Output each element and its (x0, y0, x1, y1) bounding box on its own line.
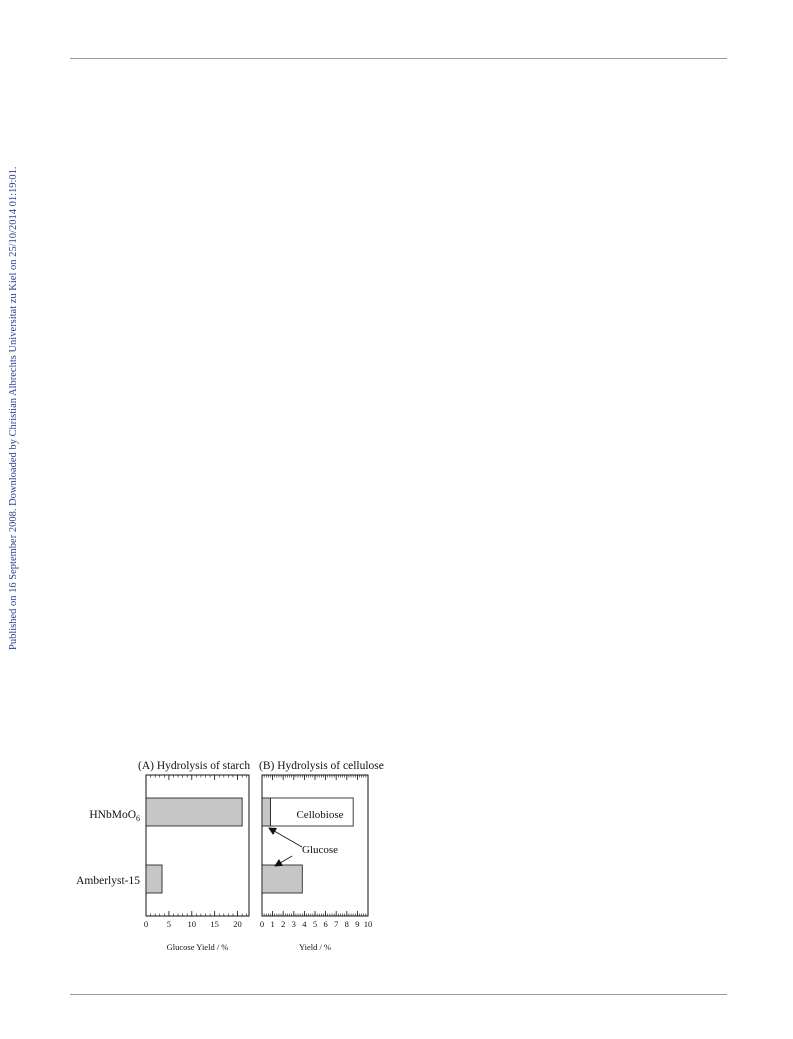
glucose-arrow-upper (269, 828, 302, 847)
bottom-rule (70, 994, 727, 995)
panel-a-tick-label: 15 (210, 919, 219, 929)
category-label-hnbmoo6: HNbMoO$_6$ (89, 809, 140, 823)
panel-a-frame (146, 775, 249, 916)
panel-b-tick-label: 7 (334, 919, 339, 929)
panel-b-tick-label: 0 (259, 919, 265, 929)
panel-b-xlabel: Yield / % (298, 942, 332, 952)
panel-b-tick-label: 4 (302, 919, 307, 929)
panel-b-tick-label: 2 (281, 919, 286, 929)
category-label-amberlyst-15: Amberlyst-15 (76, 875, 140, 887)
side-note: Published on 16 September 2008. Downloaded by Christian Albrechts Universitat zu Kiel on 25/10/2014 01:19:01. (8, 166, 19, 650)
panel-a-tick-label: 5 (166, 919, 172, 929)
panel-a-xlabel: Glucose Yield / % (166, 942, 229, 952)
panel-b-tick-label: 9 (355, 919, 360, 929)
panel-a-tick-label: 20 (233, 919, 242, 929)
panel-b-tick-label: 5 (312, 919, 318, 929)
panel-a-tick-label: 0 (143, 919, 149, 929)
panel-b-tick-label: 1 (270, 919, 275, 929)
panel-b-tick-label: 3 (291, 919, 296, 929)
panel-b-tick-label: 8 (344, 919, 349, 929)
glucose-arrow-lower (275, 856, 292, 866)
panel-a (144, 775, 247, 929)
panel-b-bar-glucose-amberlyst-15 (262, 865, 302, 893)
figure (60, 750, 390, 965)
panel-a-title: (A) Hydrolysis of starch (138, 760, 251, 772)
panel-b-tick-label: 10 (363, 919, 373, 929)
panel-a-bar-series-amberlyst-15 (146, 865, 162, 893)
panel-a-bar-series-hnbmoo6 (146, 798, 242, 826)
glucose-label: Glucose (302, 844, 339, 856)
top-rule (70, 58, 727, 59)
panel-a-tick-label: 10 (187, 919, 197, 929)
chart-svg (60, 750, 390, 960)
panel-b-title: (B) Hydrolysis of cellulose (259, 760, 384, 772)
panel-b-tick-label: 6 (323, 919, 328, 929)
panel-b-bar-glucose-hnbmoo6 (262, 798, 270, 826)
cellobiose-label: Cellobiose (296, 809, 344, 821)
